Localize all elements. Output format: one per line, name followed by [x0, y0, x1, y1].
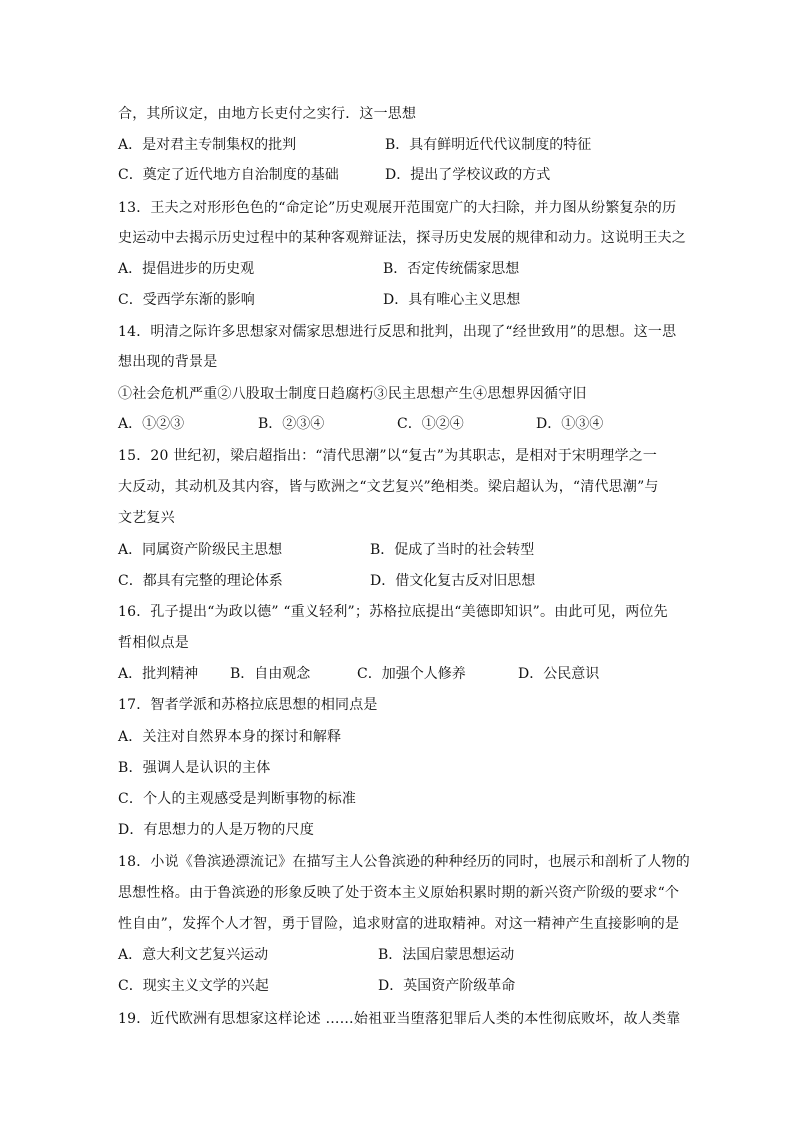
q15-stem-line2: 大反动，其动机及其内容，皆与欧洲之“文艺复兴”绝相类。梁启超认为，“清代思潮”与 — [118, 479, 659, 495]
q16-option-b: B．自由观念 — [230, 666, 311, 682]
q16-stem-line1: 16．孔子提出“为政以德” “重义轻利”；苏格拉底提出“美德即知识”。由此可见，两位先 — [118, 604, 668, 620]
q18-stem-line3: 性自由”，发挥个人才智，勇于冒险，追求财富的进取精神。对这一精神产生直接影响的是 — [118, 916, 680, 932]
q18-stem-line1: 18．小说《鲁滨逊漂流记》在描写主人公鲁滨逊的种种经历的同时，也展示和剖析了人物的 — [118, 854, 691, 870]
q14-option-b: B．②③④ — [258, 416, 325, 432]
q14-stem-line1: 14．明清之际许多思想家对儒家思想进行反思和批判，出现了“经世致用”的思想。这一思 — [118, 324, 677, 340]
q12-option-b: B．具有鲜明近代代议制度的特征 — [385, 137, 592, 153]
q13-option-c: C．受西学东渐的影响 — [118, 292, 255, 308]
q12-stem: 合，其所议定，由地方长吏付之实行．这一思想 — [118, 106, 417, 122]
q13-stem-line2: 史运动中去揭示历史过程中的某种客观辩证法，探寻历史发展的规律和动力。这说明王夫之 — [118, 230, 686, 246]
q17-stem: 17．智者学派和苏格拉底思想的相同点是 — [118, 697, 378, 713]
q15-option-a: A．同属资产阶级民主思想 — [118, 542, 283, 558]
q16-option-a: A．批判精神 — [118, 666, 199, 682]
q13-stem-line1: 13．王夫之对形形色色的“命定论”历史观展开范围宽广的大扫除，并力图从纷繁复杂的历 — [118, 200, 677, 216]
q14-statements: ①社会危机严重②八股取士制度日趋腐朽③民主思想产生④思想界因循守旧 — [118, 386, 587, 402]
q14-option-d: D．①③④ — [536, 416, 604, 432]
q17-option-a: A．关注对自然界本身的探讨和解释 — [118, 729, 342, 745]
q14-stem-line2: 想出现的背景是 — [118, 354, 218, 370]
q16-option-c: C．加强个人修养 — [357, 666, 466, 682]
q14-option-c: C．①②④ — [397, 416, 464, 432]
q18-stem-line2: 思想性格。由于鲁滨逊的形象反映了处于资本主义原始积累时期的新兴资产阶级的要求“个 — [118, 885, 680, 901]
q13-option-a: A．提倡进步的历史观 — [118, 261, 255, 277]
q15-stem-line1: 15．20 世纪初，梁启超指出：“清代思潮”以“复古”为其职志，是相对于宋明理学之一 — [118, 448, 658, 464]
q17-option-c: C．个人的主观感受是判断事物的标准 — [118, 791, 357, 807]
q15-stem-line3: 文艺复兴 — [118, 510, 175, 526]
q19-stem-line1: 19．近代欧洲有思想家这样论述 ……始祖亚当堕落犯罪后人类的本性彻底败坏，故人类靠 — [118, 1011, 681, 1027]
q15-option-c: C．都具有完整的理论体系 — [118, 573, 283, 589]
q13-option-b: B．否定传统儒家思想 — [383, 261, 520, 277]
q12-option-c: C．奠定了近代地方自治制度的基础 — [118, 167, 339, 183]
q12-option-d: D．提出了学校议政的方式 — [385, 167, 551, 183]
q15-option-d: D．借文化复古反对旧思想 — [370, 573, 536, 589]
q18-option-b: B．法国启蒙思想运动 — [378, 947, 515, 963]
q18-option-c: C．现实主义文学的兴起 — [118, 978, 269, 994]
q15-option-b: B．促成了当时的社会转型 — [370, 542, 535, 558]
q17-option-b: B．强调人是认识的主体 — [118, 760, 271, 776]
q13-option-d: D．具有唯心主义思想 — [383, 292, 521, 308]
q18-option-d: D．英国资产阶级革命 — [378, 978, 516, 994]
q14-option-a: A．①②③ — [118, 416, 185, 432]
q16-stem-line2: 哲相似点是 — [118, 635, 189, 651]
q12-option-a: A．是对君主专制集权的批判 — [118, 137, 297, 153]
q18-option-a: A．意大利文艺复兴运动 — [118, 947, 269, 963]
q16-option-d: D．公民意识 — [518, 666, 600, 682]
q17-option-d: D．有思想力的人是万物的尺度 — [118, 822, 315, 838]
